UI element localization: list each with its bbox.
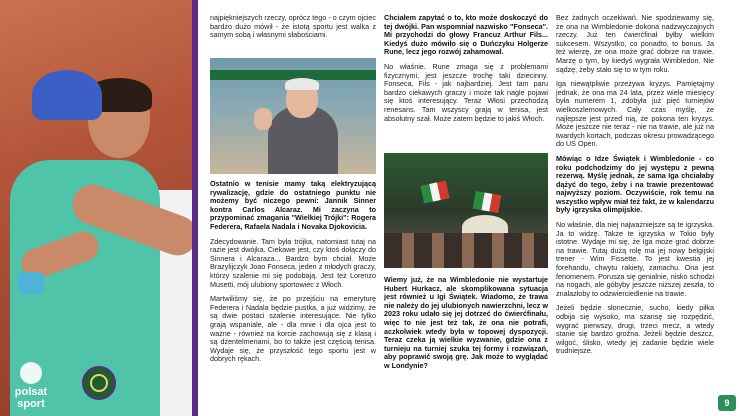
page-number-badge: 9 (718, 395, 736, 411)
question: Chciałem zapytać o to, kto może doskoczyć do tej dwójki. Pan wspomniał nazwisko "Fonseca". Mi przychodzi do głowy Francuz Arthur Fils... Kiedyś dużo mówiło się o Duńczyku Holgerze Rune, lecz jego rozwój zahamował. (384, 13, 548, 57)
photo-elderly-man-waving (210, 58, 376, 174)
hero-photo-players-embracing (0, 0, 192, 416)
crossed-rackets-icon (90, 374, 108, 392)
paragraph: Bez żadnych oczekiwań. Nie spodziewamy się, że ona na Wimbledonie dokona nadzwyczajnych rzeczy. Już ten ćwierćfinał byłby wielkim sukcesem. Wszystko, co ponadto, to bonus. Ja też wierzę, że ona może grać dobrze na trawie. Marzę o tym, by kiedyś wygrała Wimbledon. Nie sądzę, żeby stało się to w tym roku. (556, 13, 714, 74)
article-column-1 (210, 14, 376, 46)
purple-divider (192, 0, 198, 416)
question: Ostatnio w tenisie mamy taką elektryzującą rywalizację, gdzie do ostatniego punktu nie możemy być niczego pewni: Jannik Sinner kontra Carlos Alcaraz. Mi zaczyna to przypominać zmagania "Wielkiej Trójki": Rogera Federera, Rafaela Nadala i Novaka Djokovicia. (210, 179, 376, 231)
question: Wiemy już, że na Wimbledonie nie wystartuje Hubert Hurkacz, ale skomplikowana sytuacja jest również u Igi Świątek. Wiadomo, że trawa nie należy do jej ulubionych nawierzchni, lecz w 2023 roku udało się jej dotrzeć do ćwierćfinału, więc to nie jest też tak, że ona nie potrafi, aczkolwiek wtedy była w topowej dyspozycji. Teraz czeka ją wielkie wyzwanie, gdzie ona z turnieju na turniej szuka tej formy i rozwiązań, aby poprawić swoją grę. Jak może to wyglądać w Londynie? (384, 275, 548, 370)
paragraph: najpiękniejszych rzeczy, oprócz tego - o czym ojciec bardzo dużo mówił - że istotą sportu jest walka z samym sobą i własnymi słabościami. (210, 13, 376, 40)
paragraph: Zdecydowanie. Tam była trójka, natomiast tutaj na razie jest dwójka. Ciekawe jest, czy ktoś dołączy do Sinnera i Alcaraza... Bardzo bym chciał. Może Brazylijczyk Joao Fonseca, jeden z młodych graczy, którzy szalenie mi się podobają. Jest też Lorenzo Musetti, mój ulubiony sportowiec z Włoch. (210, 236, 376, 289)
paragraph: No właśnie, dla niej najważniejsze są te igrzyska. Ja to widzę. Także te igrzyska w Tokio były istotne. Wydaje mi się, że Iga może grać dobrze na trawie. Tutaj dużą rolę ma jej nowy belgijski trener - Wim Fissette. To jest kwestia jej forehandu, chwytu rakiety, zamachu. Ona jest fenomenem. Porusza się genialnie, nisko schodzi na nogach, ale góbyby jeszcze niższej zeszła, to znalazłoby to odzwierciedlenie na trawie. (556, 220, 714, 298)
players-illustration (10, 40, 160, 416)
paragraph: Iga niewątpliwie przeżywa kryzys. Pamiętajmy jednak, że ona ma 24 lata, przez wiele miesięcy była numerem 1, zdobyła już pięć turniejów wielkoszlemowych. Cały czas myślę, że najlepsze jest przed nią, że pokona ten kryzys. Może jeszcze nie teraz - nie na trawie, ale już na twardych kortach, podczas okresu prowadzącego do US Open. (556, 79, 714, 149)
cap (32, 70, 102, 120)
paragraph: No właśnie. Rune zmaga się z problemami fizycznymi, jest jeszcze trochę taki dziecinny. Fonseca, Fils - jak najbardziej. Jest tam paru bardzo ciekawych graczy i może tak nagle pojawi się ktoś interesujący. Teraz Włosi przechodzą renesans. Tam wszyscy grają w tenisa, jest absolutny szał. Może zatem będzie to jakiś Włoch. (384, 61, 548, 123)
polsat-sport-logo (8, 362, 54, 408)
photo-crowd-with-flags (384, 153, 548, 268)
article-column-1-continued (210, 180, 376, 370)
polsat-sport-logo-text: polsat sport (14, 386, 48, 410)
question: Mówiąc o Idze Świątek i Wimbledonie - co roku podchodzimy do jej występu z pewną rezerwą. Myślę jednak, że sama Iga chciałaby dążyć do tego, żeby i na trawie prezentować najwyższy poziom. Oczywiście, rok temu na wszystko wpływ miał też fakt, że w kalendarzu były igrzyska olimpijskie. (556, 153, 714, 215)
italian-flag-icon (473, 191, 502, 213)
paragraph: Jeżeli będzie słonecznie, sucho, kiedy piłka odbija się wysoko, ma szansę się rozpędzić, wygrać pierwszy, drugi, trzeci mecz, a wtedy stanie się bardzo groźna. Jeżeli będzie deszcz, wilgoć, ślisko, wtedy jej zadanie będzie wiele trudniejsze. (556, 303, 714, 356)
paragraph: Martwiliśmy się, że po przejściu na emeryturę Federera i Nadala będzie pustka, a już widzimy, że są dwie postaci szalenie interesujące. Nie tylko grają wspaniale, ale - dla mnie i dla ojca jest to ważne - również na korcie zachowują się z klasą i są dżentelmenami, bo to także jest częścią tenisa. Wydaje się, że przyszłość tego sportu jest w dobrych rękach. (210, 294, 376, 364)
article-column-3 (556, 14, 714, 362)
wimbledon-logo (82, 366, 116, 400)
article-column-2-continued (384, 276, 548, 377)
article-column-2 (384, 14, 548, 129)
italian-flag-icon (420, 180, 449, 203)
